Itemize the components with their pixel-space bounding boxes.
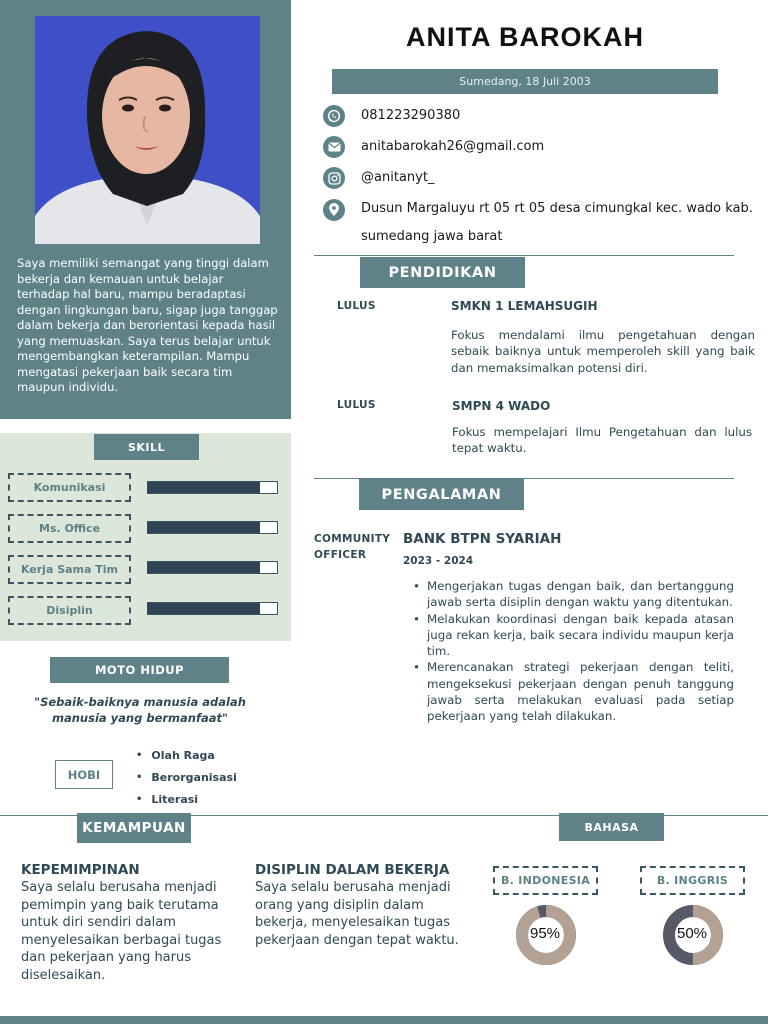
list-item: • Melakukan koordinasi dengan baik kepada atasan juga rekan kerja, baik secara individu maupun kerja tim. xyxy=(427,611,734,660)
edu-status: LULUS xyxy=(337,399,376,411)
instagram-handle[interactable]: @anitanyt_ xyxy=(361,170,435,185)
phone-number[interactable]: 081223290380 xyxy=(361,108,461,123)
edu-school: SMKN 1 LEMAHSUGIH xyxy=(451,299,598,313)
email-icon xyxy=(323,136,345,158)
whatsapp-icon xyxy=(323,105,345,127)
exp-points xyxy=(427,578,734,725)
edu-status: LULUS xyxy=(337,300,376,312)
address-line-1: Dusun Margaluyu rt 05 rt 05 desa cimungkal kec. wado kab. xyxy=(361,201,753,216)
moto-title: MOTO HIDUP xyxy=(50,657,229,683)
exp-role xyxy=(314,531,390,563)
skill-title: SKILL xyxy=(94,434,199,460)
kemampuan-title: KEMAMPUAN xyxy=(77,813,191,843)
profile-summary: Saya memiliki semangat yang tinggi dalam bekerja dan kemauan untuk belajar terhadap hal baru, mampu beradaptasi dengan lingkungan baru, sigap juga tanggap dalam bekerja dan berorientasi kepada hasil yang memuaskan. Saya terus belajar untuk mengembangkan keterampilan. Mampu mengatasi pekerjaan baik secara tim maupun individu. xyxy=(17,256,278,394)
edu-school: SMPN 4 WADO xyxy=(452,399,551,413)
lang-label: B. INDONESIA xyxy=(493,866,598,895)
skill-bar-fill xyxy=(148,562,260,573)
skill-bar xyxy=(147,561,278,574)
pendidikan-title: PENDIDIKAN xyxy=(360,257,525,288)
skill-bar-fill xyxy=(148,603,260,614)
list-item: • Mengerjakan tugas dengan baik, dan bertanggung jawab serta disiplin dengan waktu yang ditentukan. xyxy=(427,578,734,611)
skill-label: Disiplin xyxy=(8,596,131,625)
ability-description: Saya selalu berusaha menjadi orang yang disiplin dalam bekerja, menyelesaikan tugas pekerjaan dengan tepat waktu. xyxy=(255,880,459,948)
profile-photo xyxy=(35,16,260,244)
lang-percent: 95% xyxy=(530,925,561,942)
skill-bar xyxy=(147,481,278,494)
skill-label: Kerja Sama Tim xyxy=(8,555,131,584)
divider xyxy=(314,255,734,256)
exp-period: 2023 - 2024 xyxy=(403,555,474,567)
exp-company: BANK BTPN SYARIAH xyxy=(403,531,562,547)
ability-description: Saya selalu berusaha menjadi pemimpin yang baik terutama untuk diri sendiri dalam menyelesaikan berbagai tugas dan pekerjaan yang harus diselesaikan. xyxy=(21,880,222,983)
exp-role-line: COMMUNITY xyxy=(314,533,391,545)
location-icon xyxy=(323,199,345,221)
list-item: • Olah Raga xyxy=(136,744,237,766)
edu-description: Fokus mendalami ilmu pengetahuan dengan sebaik baiknya untuk memperoleh skill yang baik dan memaksimalkan potensi diri. xyxy=(451,328,755,375)
lang-label: B. INGGRIS xyxy=(640,866,745,895)
edu-description: Fokus mempelajari Ilmu Pengetahuan dan lulus tepat waktu. xyxy=(452,425,752,456)
pengalaman-title: PENGALAMAN xyxy=(359,479,524,510)
hobi-list xyxy=(136,744,237,810)
birth-info: Sumedang, 18 Juli 2003 xyxy=(332,69,718,94)
skill-bar xyxy=(147,602,278,615)
email-address[interactable]: anitabarokah26@gmail.com xyxy=(361,139,545,154)
skill-label: Ms. Office xyxy=(8,514,131,543)
list-item: • Literasi xyxy=(136,788,237,810)
footer-bar xyxy=(0,1016,768,1024)
ability-title: KEPEMIMPINAN xyxy=(21,862,140,878)
skill-bar-fill xyxy=(148,482,260,493)
ability-title: DISIPLIN DALAM BEKERJA xyxy=(255,862,450,878)
skill-bar-fill xyxy=(148,522,260,533)
full-name: ANITA BAROKAH xyxy=(406,22,644,52)
address-line-2: sumedang jawa barat xyxy=(361,229,503,244)
lang-percent: 50% xyxy=(677,925,708,942)
bahasa-title: BAHASA xyxy=(559,813,664,841)
exp-role-line: OFFICER xyxy=(314,549,367,561)
list-item: • Merencanakan strategi pekerjaan dengan teliti, mengeksekusi pekerjaan dengan penuh tanggung jawab serta melakukan evaluasi pada setiap pekerjaan yang telah dilakukan. xyxy=(427,659,734,724)
skill-bar xyxy=(147,521,278,534)
moto-quote: "Sebaik-baiknya manusia adalah manusia yang bermanfaat" xyxy=(34,695,246,725)
skill-label: Komunikasi xyxy=(8,473,131,502)
instagram-icon xyxy=(323,167,345,189)
hobi-label: HOBI xyxy=(55,760,113,789)
list-item: • Berorganisasi xyxy=(136,766,237,788)
